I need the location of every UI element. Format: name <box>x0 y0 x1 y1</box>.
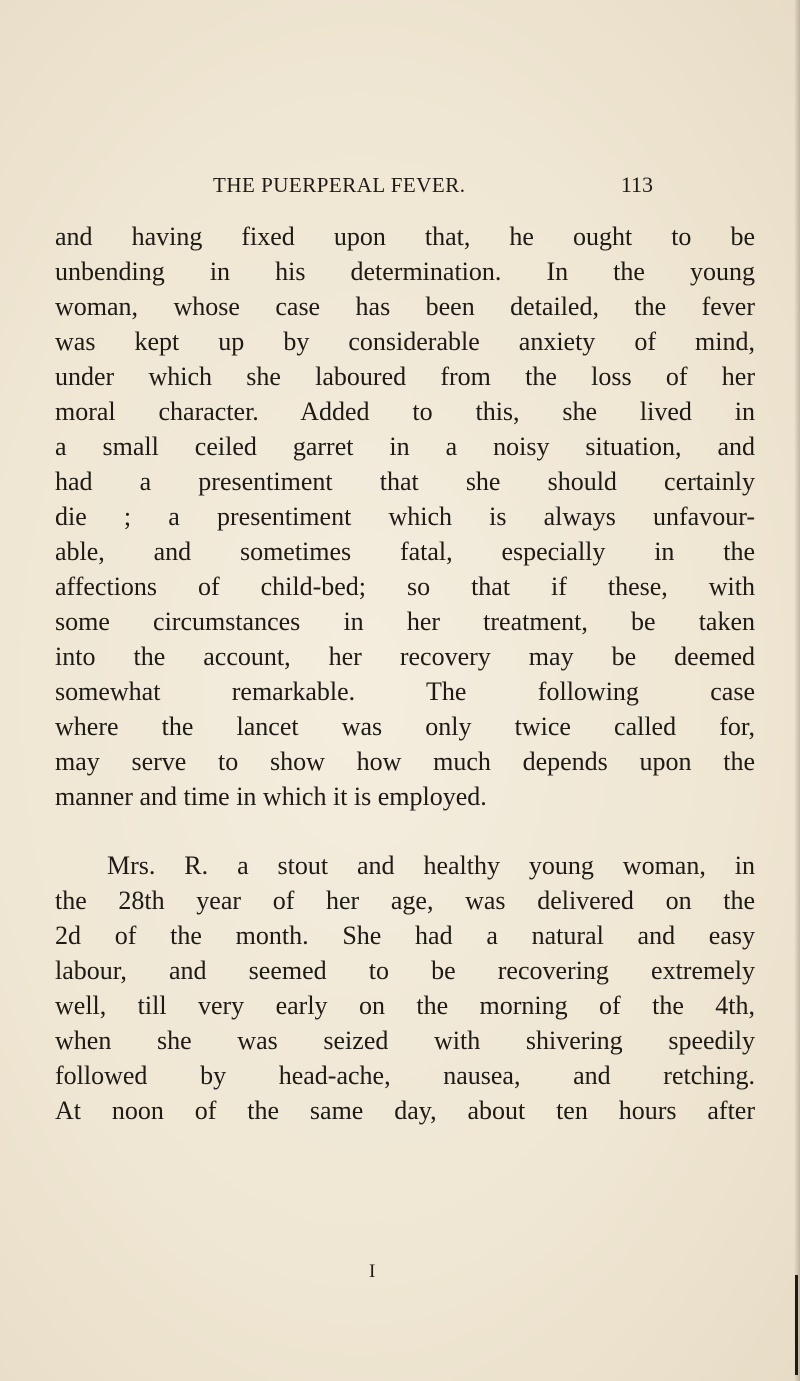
page-binding-shadow <box>794 0 800 1381</box>
text-line: somewhat remarkable. The following case <box>55 677 755 706</box>
margin-ink-mark <box>795 1275 798 1375</box>
page-number: 113 <box>620 172 653 197</box>
text-line: the 28th year of her age, was delivered on the <box>55 886 755 915</box>
text-line: moral character. Added to this, she lived in <box>55 397 755 426</box>
text-line: into the account, her recovery may be deemed <box>55 642 755 671</box>
text-line: woman, whose case has been detailed, the fever <box>55 292 755 321</box>
text-line: well, till very early on the morning of the 4th, <box>55 991 755 1020</box>
text-line: able, and sometimes fatal, especially in the <box>55 537 755 566</box>
text-line: where the lancet was only twice called for, <box>55 712 755 741</box>
text-line: a small ceiled garret in a noisy situation, and <box>55 432 755 461</box>
text-line: followed by head-ache, nausea, and retching. <box>55 1061 755 1090</box>
text-line: affections of child-bed; so that if these, with <box>55 572 755 601</box>
signature-mark: I <box>369 1261 376 1282</box>
text-line: some circumstances in her treatment, be taken <box>55 607 755 636</box>
paragraph-1 <box>55 219 755 814</box>
text-line: manner and time in which it is employed. <box>55 782 487 811</box>
text-line: labour, and seemed to be recovering extremely <box>55 956 755 985</box>
text-line: had a presentiment that she should certainly <box>55 467 755 496</box>
text-line: was kept up by considerable anxiety of mind, <box>55 327 755 356</box>
running-title: THE PUERPERAL FEVER. <box>213 173 466 197</box>
body-text <box>55 219 755 1128</box>
text-line: Mrs. R. a stout and healthy young woman, in <box>107 851 755 880</box>
text-line: die ; a presentiment which is always unfavour- <box>55 502 755 531</box>
text-line: 2d of the month. She had a natural and easy <box>55 921 755 950</box>
paragraph-spacer <box>55 814 755 848</box>
text-line: when she was seized with shivering speedily <box>55 1026 755 1055</box>
text-line: under which she laboured from the loss of her <box>55 362 755 391</box>
paragraph-2 <box>55 848 755 1128</box>
text-line: unbending in his determination. In the young <box>55 257 755 286</box>
text-line: At noon of the same day, about ten hours after <box>55 1096 755 1125</box>
running-head <box>213 170 653 200</box>
text-line: and having fixed upon that, he ought to be <box>55 222 755 251</box>
text-line: may serve to show how much depends upon the <box>55 747 755 776</box>
